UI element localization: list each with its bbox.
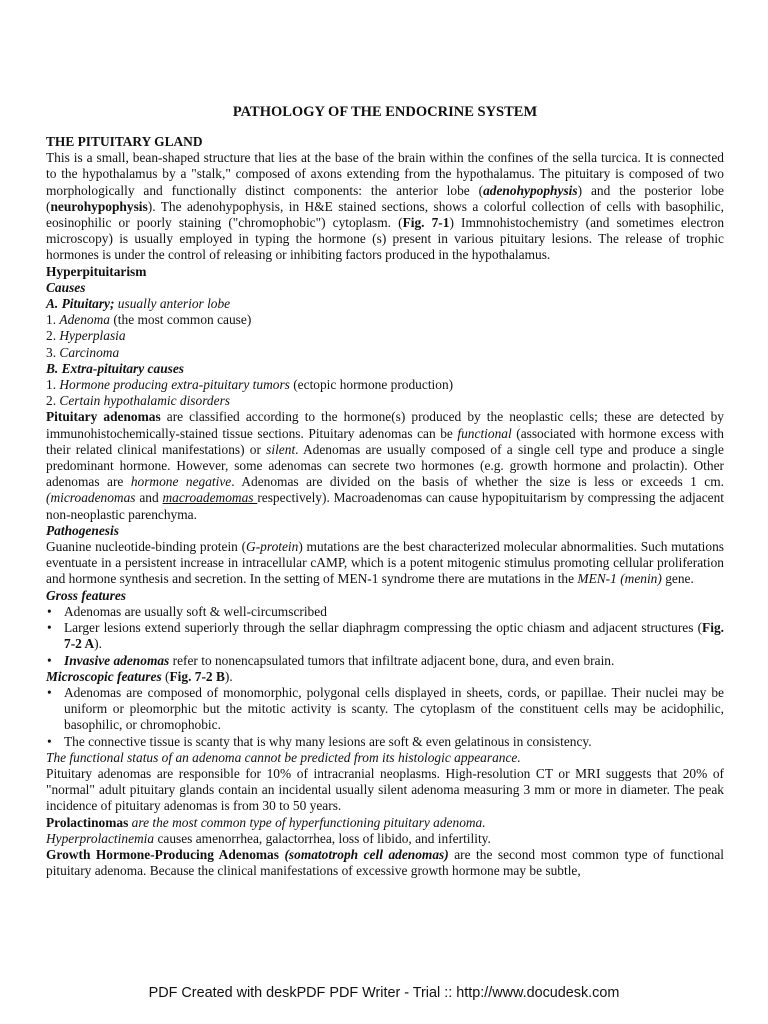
pdf-footer: PDF Created with deskPDF PDF Writer - Trial :: http://www.docudesk.com bbox=[148, 985, 620, 1001]
causes-b: B. Extra-pituitary causes bbox=[46, 360, 185, 376]
list-item: • Invasive adenomas refer to nonencapsulated tumors that infiltrate adjacent bone, dura, and even brain. bbox=[46, 653, 724, 669]
heading-microscopic-features: Microscopic features (Fig. 7-2 B). bbox=[46, 668, 233, 684]
list-item: • Larger lesions extend superiorly through the sellar diaphragm compressing the optic chiasm and adjacent structures (Fig. 7-2 A). bbox=[46, 620, 724, 652]
prolactinomas-line: Prolactinomas are the most common type of hyperfunctioning pituitary adenoma. bbox=[46, 814, 486, 830]
page-title: PATHOLOGY OF THE ENDOCRINE SYSTEM bbox=[232, 104, 538, 120]
intro-paragraph: This is a small, bean-shaped structure that lies at the base of the brain within the confines of the sella turcica. It is connected to the hypothalamus by a "stalk," composed of axons extending from the hypothalamus. The pituitary is composed of two morphologically and functionally distinct components: the anterior lobe (adenohypophysis) and the posterior lobe (neurohypophysis). The adenohypophysis, in H&E stained sections, shows a colorful collection of cells with basophilic, eosinophilic or poorly staining ("chromophobic") cytoplasm. (Fig. 7-1) Immnohistochemistry (and sometimes electron microscopy) is usually employed in typing the hormone (s) present in various pituitary lesions. The release of trophic hormones is under the control of releasing or inhibiting factors produced in the hypothalamus. bbox=[46, 150, 725, 263]
incidence-paragraph: Pituitary adenomas are responsible for 10% of intracranial neoplasms. High-resolution CT or MRI suggests that 20% of "normal" adult pituitary glands contain an incidental usually silent adenoma measuring 3 mm or more in diameter. The peak incidence of pituitary adenomas is from 30 to 50 years. bbox=[46, 765, 724, 814]
list-item: • Adenomas are composed of monomorphic, polygonal cells displayed in sheets, cords, or papillae. Their nuclei may be uniform or pleomorphic but the mitotic activity is scanty. The cytoplasm of the constituent cells may be acidophilic, basophilic, or chromophobic. bbox=[46, 685, 724, 734]
adenomas-paragraph: Pituitary adenomas are classified according to the hormone(s) produced by the neoplastic cells; these are detected by immunohistochemically-stained tissue sections. Pituitary adenomas can be functional (associated with hormone excess with their related clinical manifestations) or silent. Adenomas are usually composed of a single cell type and produce a single predominant hormone. However, some adenomas can secrete two hormones (e.g. growth hormone and prolactin). Other adenomas are hormone negative. Adenomas are divided on the basis of whether the size is less or exceeds 1 cm. (microadenomas and macroademomas respectively). Macroadenomas can cause hypopituitarism by compressing the adjacent non-neoplastic parenchyma. bbox=[46, 409, 725, 522]
gross-features-list bbox=[46, 604, 724, 669]
heading-hyperpituitarism: Hyperpituitarism bbox=[46, 263, 147, 279]
hyperprolactinemia-line: Hyperprolactinemia causes amenorrhea, galactorrhea, loss of libido, and infertility. bbox=[46, 830, 491, 846]
microscopic-features-list bbox=[46, 685, 724, 750]
cause-item: 2. Certain hypothalamic disorders bbox=[46, 393, 230, 409]
cause-item: 3. Carcinoma bbox=[46, 344, 120, 360]
list-item: • The connective tissue is scanty that is why many lesions are soft & even gelatinous in consistency. bbox=[46, 734, 724, 750]
growth-hormone-paragraph: Growth Hormone-Producing Adenomas (somatotroph cell adenomas) are the second most common type of functional pituitary adenoma. Because the clinical manifestations of excessive growth hormone may be subtle, bbox=[46, 846, 724, 879]
cause-item: 1. Adenoma (the most common cause) bbox=[46, 312, 252, 328]
functional-status-note: The functional status of an adenoma cannot be predicted from its histologic appearance. bbox=[46, 749, 521, 765]
cause-item: 2. Hyperplasia bbox=[46, 328, 126, 344]
heading-pathogenesis: Pathogenesis bbox=[46, 522, 119, 538]
heading-gross-features: Gross features bbox=[46, 587, 126, 603]
heading-causes: Causes bbox=[46, 279, 86, 295]
list-item: • Adenomas are usually soft & well-circumscribed bbox=[46, 604, 724, 620]
causes-a: A. Pituitary; usually anterior lobe bbox=[46, 296, 231, 312]
document-page bbox=[46, 104, 724, 879]
section-heading-pituitary: THE PITUITARY GLAND bbox=[46, 134, 203, 149]
pathogenesis-paragraph: Guanine nucleotide-binding protein (G-protein) mutations are the best characterized molecular abnormalities. Such mutations eventuate in a persistent increase in intracellular cAMP, which is a potent mitogenic stimulus promoting cellular proliferation and hormone synthesis and secretion. In the setting of MEN-1 syndrome there are mutations in the MEN-1 (menin) gene. bbox=[46, 539, 724, 587]
cause-item: 1. Hormone producing extra-pituitary tumors (ectopic hormone production) bbox=[46, 377, 454, 393]
